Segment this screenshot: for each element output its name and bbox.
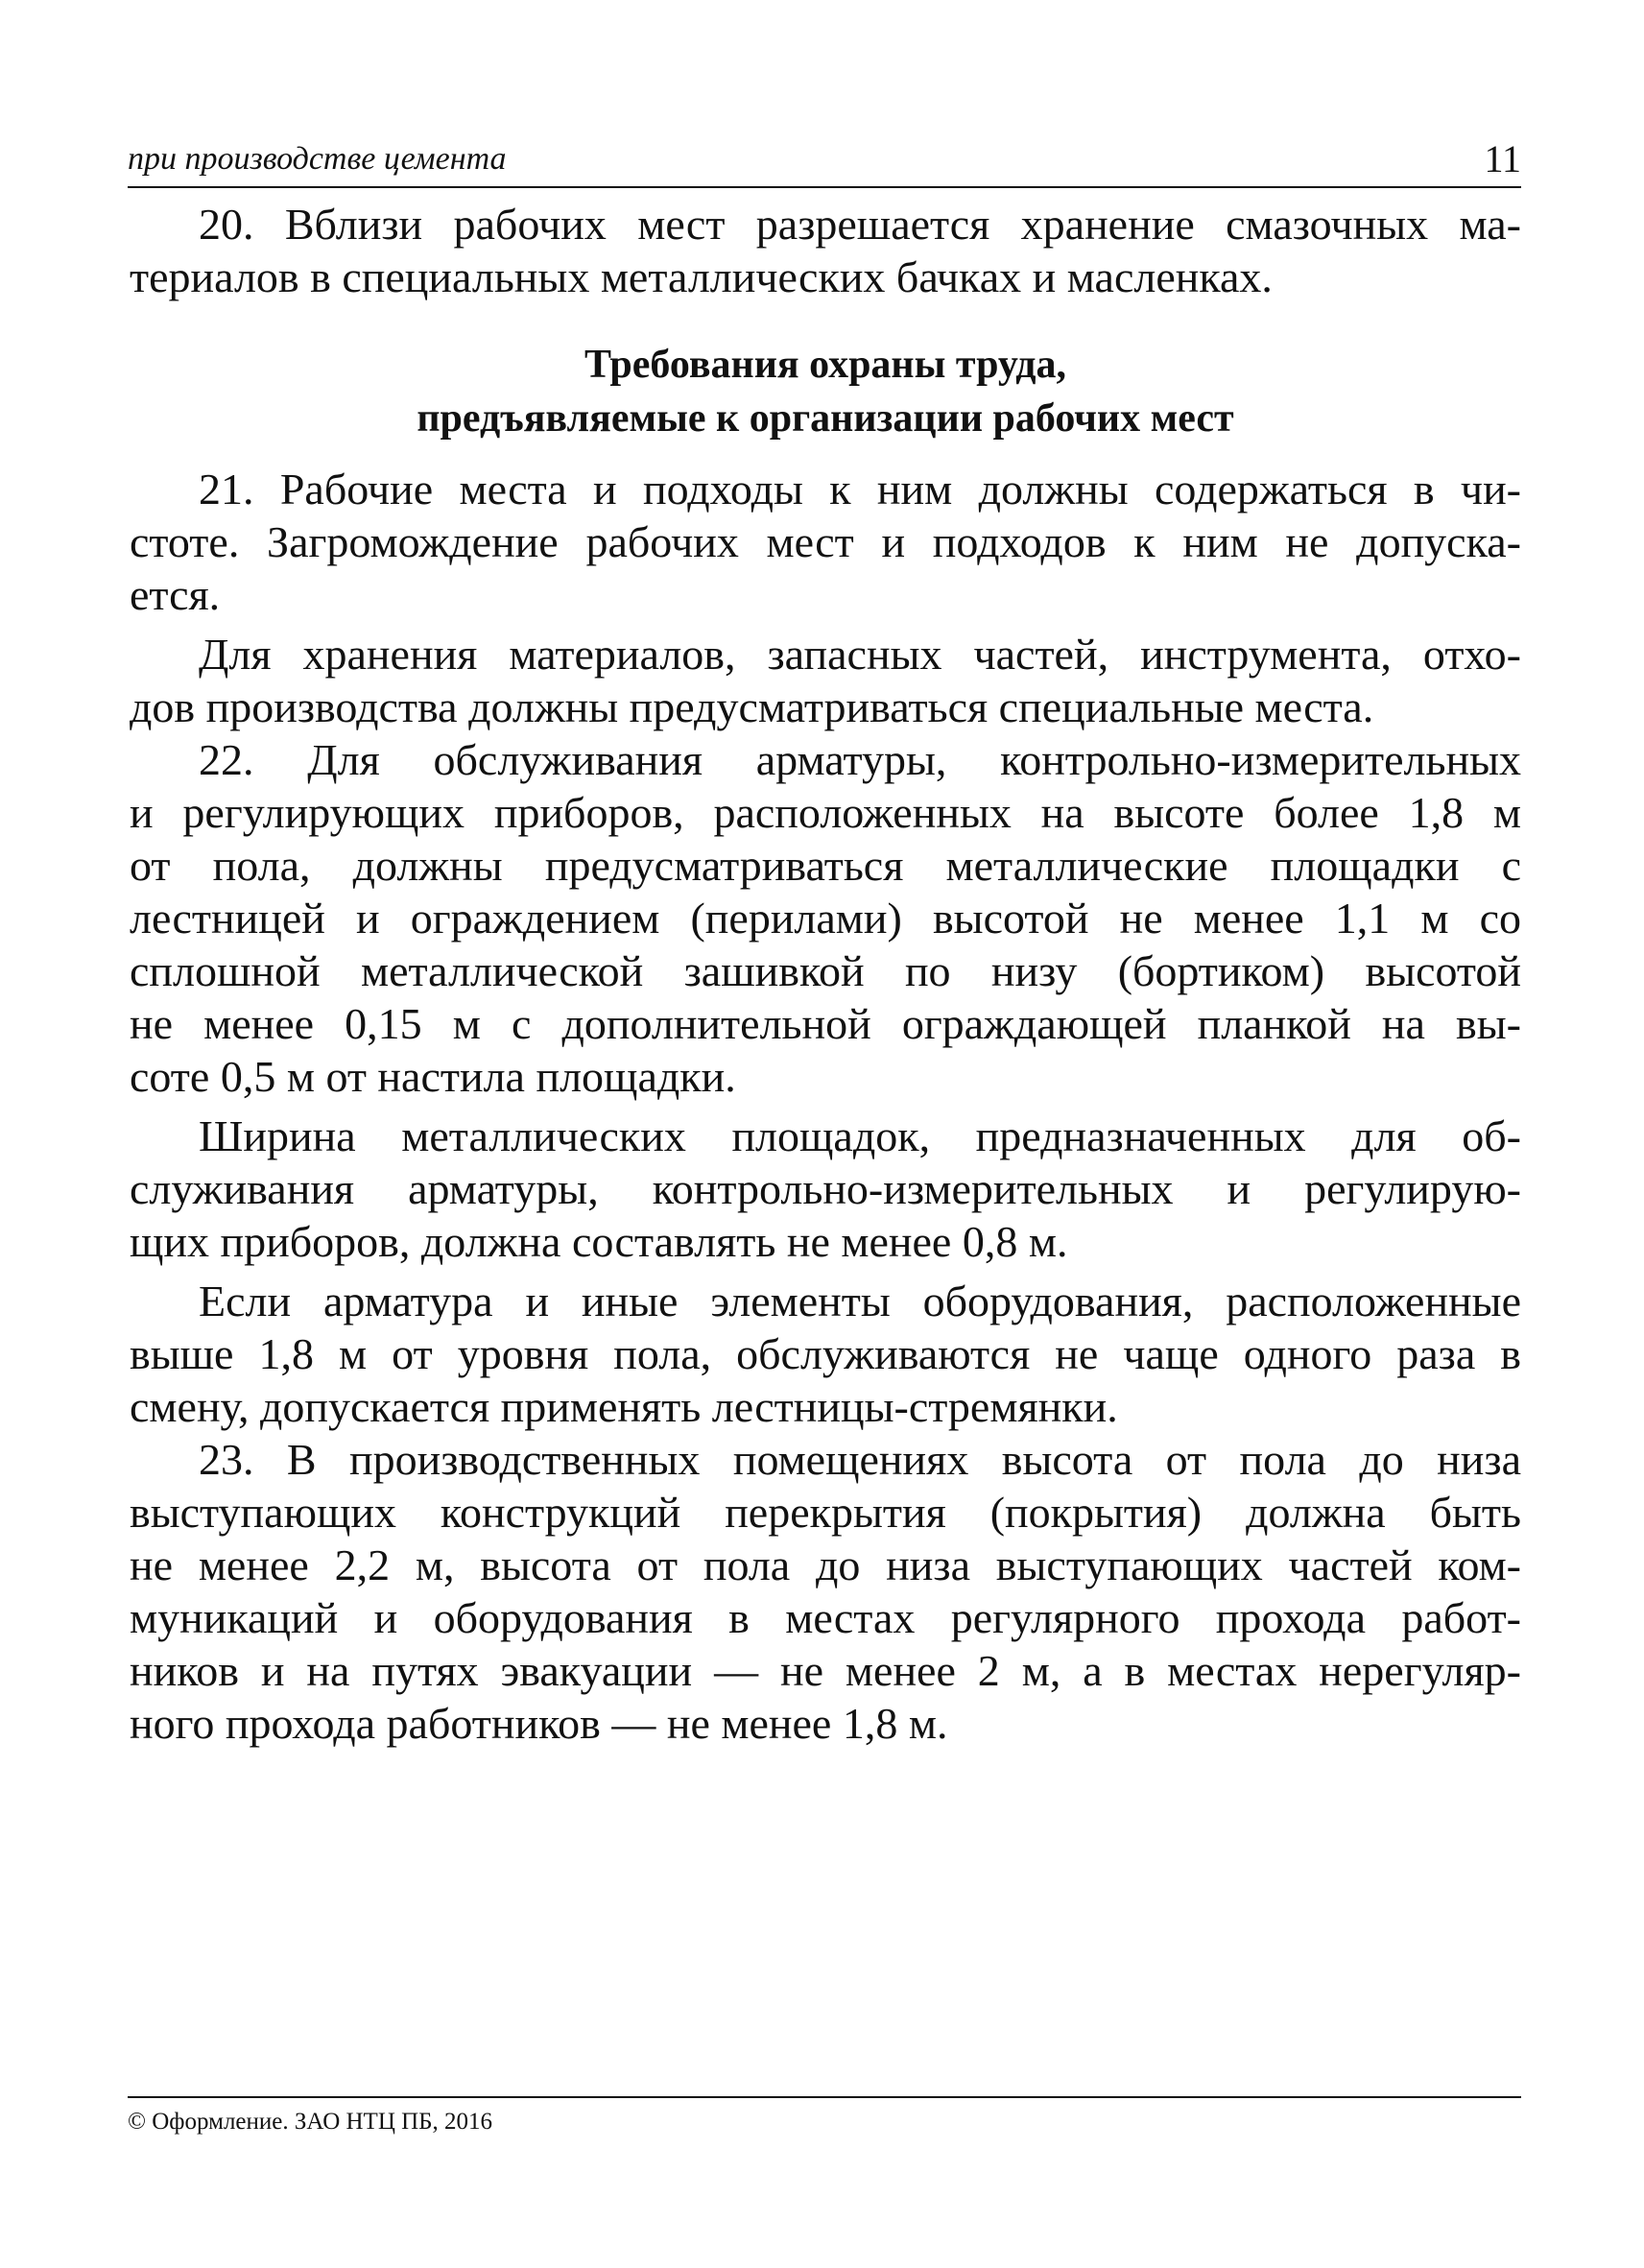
text-line: щих приборов, должна составлять не менее 0,8 м. (130, 1217, 1068, 1266)
text-line: ется. (130, 570, 221, 619)
text-line: ников и на путях эвакуации — не менее 2 м, а в местах нерегуляр- (130, 1646, 1521, 1695)
text-line: Для хранения материалов, запасных частей, инструмента, отхо- (199, 630, 1521, 679)
text-line: и регулирующих приборов, расположенных на высоте более 1,8 м (130, 788, 1521, 837)
paragraph-22-ladders (130, 1275, 1521, 1433)
text-line: от пола, должны предусматриваться металлические площадки с (130, 841, 1521, 890)
text-line: не менее 0,15 м с дополнительной ограждающей планкой на вы- (130, 999, 1521, 1048)
paragraph-21 (130, 463, 1521, 621)
copyright-notice: © Оформление. ЗАО НТЦ ПБ, 2016 (128, 2109, 493, 2135)
section-heading-line: предъявляемые к организации рабочих мест (417, 396, 1234, 441)
paragraph-23 (130, 1433, 1521, 1750)
text-line: выступающих конструкций перекрытия (покрытия) должна быть (130, 1488, 1521, 1537)
running-title: при производстве цемента (128, 141, 507, 177)
text-line: 23. В производственных помещениях высота от пола до низа (199, 1435, 1521, 1484)
section-heading (130, 338, 1521, 445)
running-header (128, 132, 1521, 188)
text-line: 21. Рабочие места и подходы к ним должны содержаться в чи- (199, 465, 1521, 513)
text-line: соте 0,5 м от настила площадки. (130, 1052, 736, 1101)
text-line: служивания арматуры, контрольно-измерительных и регулирую- (130, 1164, 1521, 1213)
text-line: Если арматура и иные элементы оборудования, расположенные (199, 1277, 1521, 1325)
page-number: 11 (1484, 137, 1521, 180)
text-line: ного прохода работников — не менее 1,8 м. (130, 1699, 948, 1748)
text-line: выше 1,8 м от уровня пола, обслуживаются не чаще одного раза в (130, 1329, 1521, 1378)
paragraph-22 (130, 733, 1521, 1103)
body-text (130, 198, 1521, 1750)
text-line: лестницей и ограждением (перилами) высотой не менее 1,1 м со (130, 894, 1521, 943)
paragraph-22-width (130, 1110, 1521, 1268)
paragraph-21-storage (130, 628, 1521, 733)
text-line: не менее 2,2 м, высота от пола до низа выступающих частей ком- (130, 1540, 1521, 1589)
text-line: стоте. Загромождение рабочих мест и подходов к ним не допуска- (130, 517, 1521, 566)
text-line: Ширина металлических площадок, предназначенных для об- (199, 1111, 1521, 1160)
page-footer (128, 2096, 1521, 2137)
section-heading-line: Требования охраны труда, (584, 343, 1066, 387)
text-line: дов производства должны предусматриваться специальные места. (130, 682, 1374, 731)
text-line: сплошной металлической зашивкой по низу (бортиком) высотой (130, 946, 1521, 995)
text-line: муникаций и оборудования в местах регулярного прохода работ- (130, 1593, 1521, 1642)
text-line: 22. Для обслуживания арматуры, контрольно-измерительных (199, 735, 1521, 784)
text-line: териалов в специальных металлических бачках и масленках. (130, 252, 1273, 301)
text-line: смену, допускается применять лестницы-стремянки. (130, 1382, 1118, 1431)
paragraph-20 (130, 198, 1521, 303)
text-line: 20. Вблизи рабочих мест разрешается хранение смазочных ма- (199, 200, 1521, 249)
